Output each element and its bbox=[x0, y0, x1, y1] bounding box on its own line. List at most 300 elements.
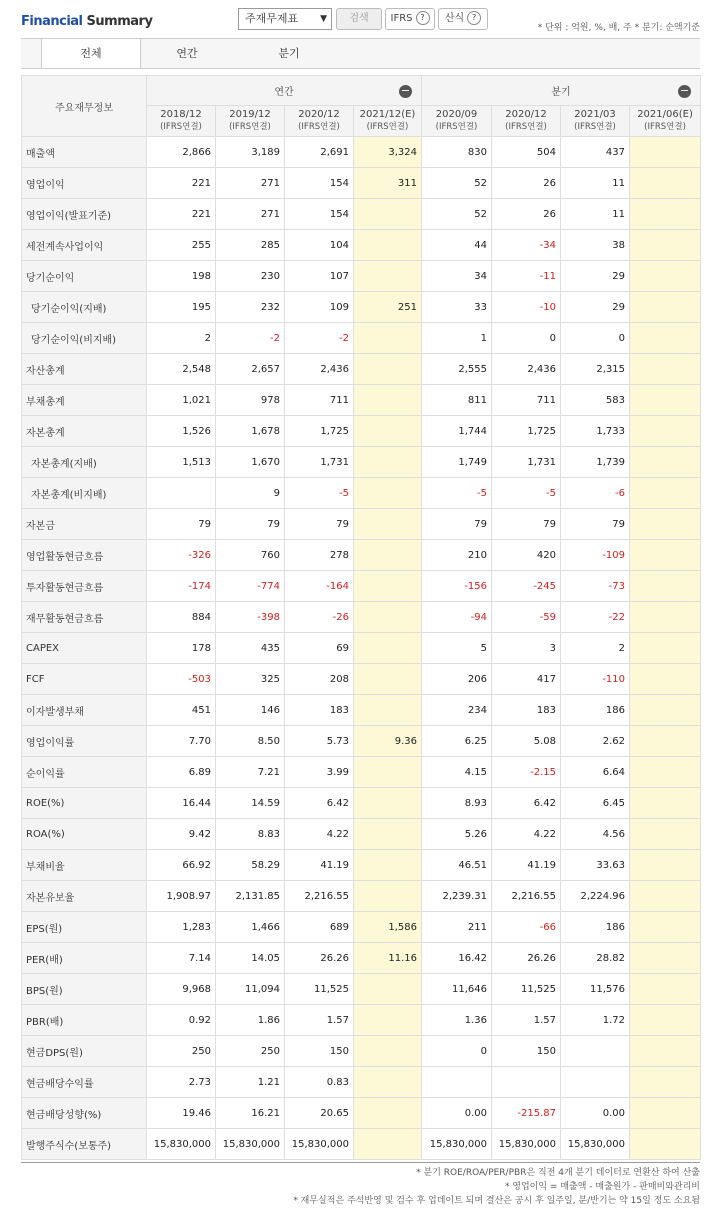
table-cell bbox=[354, 850, 422, 881]
table-cell: 15,830,000 bbox=[216, 1129, 285, 1160]
table-cell: 79 bbox=[422, 509, 492, 540]
table-cell: 0.92 bbox=[147, 1005, 216, 1036]
table-cell: 183 bbox=[492, 695, 561, 726]
table-cell bbox=[630, 633, 701, 664]
table-cell bbox=[354, 323, 422, 354]
table-cell: 11 bbox=[561, 168, 630, 199]
table-cell: 11,576 bbox=[561, 974, 630, 1005]
column-period: 2021/06(E) bbox=[637, 109, 693, 120]
table-cell: 2,216.55 bbox=[285, 881, 354, 912]
table-cell bbox=[354, 1067, 422, 1098]
table-cell: 2,131.85 bbox=[216, 881, 285, 912]
table-cell: 109 bbox=[285, 292, 354, 323]
table-cell: 29 bbox=[561, 261, 630, 292]
table-cell bbox=[630, 385, 701, 416]
column-period: 2020/09 bbox=[435, 109, 478, 120]
table-row bbox=[22, 478, 701, 509]
table-cell: 1,678 bbox=[216, 416, 285, 447]
collapse-quarter-icon[interactable]: − bbox=[679, 84, 690, 97]
table-cell: 711 bbox=[492, 385, 561, 416]
table-cell bbox=[492, 1067, 561, 1098]
table-cell: -11 bbox=[492, 261, 561, 292]
table-cell: 0 bbox=[422, 1036, 492, 1067]
row-label: 영업활동현금흐름 bbox=[22, 540, 147, 571]
table-cell: 251 bbox=[354, 292, 422, 323]
column-header bbox=[354, 106, 422, 137]
table-cell: 1.72 bbox=[561, 1005, 630, 1036]
row-label: 세전계속사업이익 bbox=[22, 230, 147, 261]
column-header bbox=[422, 106, 492, 137]
table-cell: -5 bbox=[492, 478, 561, 509]
row-label: 부채비율 bbox=[22, 850, 147, 881]
table-cell bbox=[354, 881, 422, 912]
row-label: 순이익률 bbox=[22, 757, 147, 788]
table-cell: -110 bbox=[561, 664, 630, 695]
table-cell: 104 bbox=[285, 230, 354, 261]
table-cell: 504 bbox=[492, 137, 561, 168]
table-cell: 7.14 bbox=[147, 943, 216, 974]
table-cell: -109 bbox=[561, 540, 630, 571]
column-basis: (IFRS연결) bbox=[366, 122, 409, 132]
row-label: 자본금 bbox=[22, 509, 147, 540]
table-cell: 1,513 bbox=[147, 447, 216, 478]
table-cell: 9.36 bbox=[354, 726, 422, 757]
table-cell: 52 bbox=[422, 199, 492, 230]
row-label: 발행주식수(보통주) bbox=[22, 1129, 147, 1160]
table-row bbox=[22, 943, 701, 974]
table-cell: 711 bbox=[285, 385, 354, 416]
annual-group-label: 연간 bbox=[274, 87, 294, 98]
table-cell bbox=[630, 757, 701, 788]
table-cell: -156 bbox=[422, 571, 492, 602]
table-cell: 79 bbox=[492, 509, 561, 540]
table-cell: 1 bbox=[422, 323, 492, 354]
ifrs-help-button[interactable] bbox=[385, 8, 435, 30]
tab-annual[interactable]: 연간 bbox=[176, 47, 198, 60]
row-label: EPS(원) bbox=[22, 912, 147, 943]
table-cell: 7.21 bbox=[216, 757, 285, 788]
table-cell: 2,548 bbox=[147, 354, 216, 385]
table-row bbox=[22, 137, 701, 168]
table-cell: 1,908.97 bbox=[147, 881, 216, 912]
table-cell: 178 bbox=[147, 633, 216, 664]
table-cell: 0 bbox=[492, 323, 561, 354]
table-cell bbox=[354, 757, 422, 788]
table-cell: 9 bbox=[216, 478, 285, 509]
table-cell: 6.64 bbox=[561, 757, 630, 788]
table-row bbox=[22, 385, 701, 416]
quarter-group-header bbox=[422, 76, 701, 106]
table-cell: 234 bbox=[422, 695, 492, 726]
table-cell: 255 bbox=[147, 230, 216, 261]
table-row bbox=[22, 726, 701, 757]
table-cell bbox=[630, 912, 701, 943]
table-cell: 4.15 bbox=[422, 757, 492, 788]
table-row bbox=[22, 230, 701, 261]
row-label: 이자발생부채 bbox=[22, 695, 147, 726]
row-label: 자본총계(지배) bbox=[22, 447, 147, 478]
table-cell: -398 bbox=[216, 602, 285, 633]
table-cell: 15,830,000 bbox=[285, 1129, 354, 1160]
table-cell bbox=[354, 385, 422, 416]
table-cell bbox=[630, 509, 701, 540]
table-cell: -5 bbox=[422, 478, 492, 509]
table-cell: -174 bbox=[147, 571, 216, 602]
select-value: 주재무제표 bbox=[245, 12, 299, 25]
table-cell bbox=[561, 1036, 630, 1067]
row-label: 재무활동현금흐름 bbox=[22, 602, 147, 633]
table-cell: 2 bbox=[147, 323, 216, 354]
table-row bbox=[22, 447, 701, 478]
table-cell: 154 bbox=[285, 199, 354, 230]
table-cell bbox=[630, 1036, 701, 1067]
collapse-annual-icon[interactable]: − bbox=[400, 84, 411, 97]
table-cell: 1,283 bbox=[147, 912, 216, 943]
table-cell: 150 bbox=[285, 1036, 354, 1067]
table-cell: 26 bbox=[492, 168, 561, 199]
table-row bbox=[22, 633, 701, 664]
table-cell: 16.42 bbox=[422, 943, 492, 974]
table-row bbox=[22, 974, 701, 1005]
table-cell: 1.21 bbox=[216, 1067, 285, 1098]
table-cell: 1,739 bbox=[561, 447, 630, 478]
formula-label: 산식 bbox=[444, 13, 465, 24]
table-cell: 79 bbox=[561, 509, 630, 540]
table-cell bbox=[630, 416, 701, 447]
table-cell bbox=[354, 788, 422, 819]
table-cell bbox=[354, 974, 422, 1005]
table-cell: 2,436 bbox=[492, 354, 561, 385]
title-summary: Summary bbox=[86, 14, 153, 29]
table-cell: 451 bbox=[147, 695, 216, 726]
table-cell: 2,315 bbox=[561, 354, 630, 385]
row-label: ROE(%) bbox=[22, 788, 147, 819]
column-period: 2021/03 bbox=[574, 109, 616, 120]
table-cell: 107 bbox=[285, 261, 354, 292]
table-cell: -26 bbox=[285, 602, 354, 633]
table-cell: 34 bbox=[422, 261, 492, 292]
table-cell: 1,021 bbox=[147, 385, 216, 416]
table-cell bbox=[630, 602, 701, 633]
column-period: 2019/12 bbox=[229, 109, 271, 120]
table-cell: 150 bbox=[492, 1036, 561, 1067]
table-cell bbox=[630, 726, 701, 757]
table-cell: -22 bbox=[561, 602, 630, 633]
table-cell: 26.26 bbox=[492, 943, 561, 974]
table-cell: 2,866 bbox=[147, 137, 216, 168]
row-label: 투자활동현금흐름 bbox=[22, 571, 147, 602]
table-cell bbox=[354, 695, 422, 726]
unit-note: * 단위 : 억원, %, 배, 주 * 분기: 순액기준 bbox=[537, 23, 700, 33]
row-label: ROA(%) bbox=[22, 819, 147, 850]
table-cell: 3,189 bbox=[216, 137, 285, 168]
corner-header: 주요재무정보 bbox=[22, 76, 147, 137]
table-cell: 1,725 bbox=[492, 416, 561, 447]
table-row bbox=[22, 261, 701, 292]
table-cell: 8.83 bbox=[216, 819, 285, 850]
table-cell bbox=[630, 1067, 701, 1098]
row-label: 영업이익률 bbox=[22, 726, 147, 757]
table-cell: 11 bbox=[561, 199, 630, 230]
table-cell: 15,830,000 bbox=[147, 1129, 216, 1160]
table-cell bbox=[630, 230, 701, 261]
table-cell: 250 bbox=[216, 1036, 285, 1067]
table-cell: 15,830,000 bbox=[492, 1129, 561, 1160]
table-cell: 14.05 bbox=[216, 943, 285, 974]
table-row bbox=[22, 354, 701, 385]
table-cell: 11.16 bbox=[354, 943, 422, 974]
table-cell: -164 bbox=[285, 571, 354, 602]
table-cell bbox=[354, 354, 422, 385]
table-cell: 19.46 bbox=[147, 1098, 216, 1129]
table-cell: 221 bbox=[147, 168, 216, 199]
statement-type-select[interactable] bbox=[238, 8, 332, 30]
table-cell: 20.65 bbox=[285, 1098, 354, 1129]
table-cell: 2,216.55 bbox=[492, 881, 561, 912]
table-cell: 198 bbox=[147, 261, 216, 292]
table-row bbox=[22, 912, 701, 943]
table-cell bbox=[630, 1005, 701, 1036]
table-cell: 278 bbox=[285, 540, 354, 571]
table-cell: 79 bbox=[147, 509, 216, 540]
table-cell: 58.29 bbox=[216, 850, 285, 881]
table-cell: 830 bbox=[422, 137, 492, 168]
table-cell bbox=[354, 230, 422, 261]
table-cell: 1.36 bbox=[422, 1005, 492, 1036]
table-cell bbox=[630, 1098, 701, 1129]
page-title bbox=[21, 14, 152, 29]
column-header bbox=[492, 106, 561, 137]
table-cell: 186 bbox=[561, 695, 630, 726]
table-cell: 271 bbox=[216, 199, 285, 230]
table-cell: -66 bbox=[492, 912, 561, 943]
table-row bbox=[22, 664, 701, 695]
table-cell: 3,324 bbox=[354, 137, 422, 168]
table-cell bbox=[354, 1036, 422, 1067]
table-cell: 9,968 bbox=[147, 974, 216, 1005]
table-cell bbox=[354, 1098, 422, 1129]
table-cell: 46.51 bbox=[422, 850, 492, 881]
table-cell: 5.26 bbox=[422, 819, 492, 850]
table-cell bbox=[630, 199, 701, 230]
table-cell bbox=[630, 943, 701, 974]
table-cell: 11,094 bbox=[216, 974, 285, 1005]
table-row bbox=[22, 509, 701, 540]
table-cell: -326 bbox=[147, 540, 216, 571]
row-label: FCF bbox=[22, 664, 147, 695]
table-cell: 325 bbox=[216, 664, 285, 695]
table-cell: 33.63 bbox=[561, 850, 630, 881]
row-label: 당기순이익 bbox=[22, 261, 147, 292]
table-cell bbox=[630, 881, 701, 912]
table-cell: 210 bbox=[422, 540, 492, 571]
table-cell: 79 bbox=[216, 509, 285, 540]
table-cell: 1,586 bbox=[354, 912, 422, 943]
table-cell: 311 bbox=[354, 168, 422, 199]
table-cell bbox=[422, 1067, 492, 1098]
column-header bbox=[147, 106, 216, 137]
table-row bbox=[22, 323, 701, 354]
table-cell bbox=[630, 168, 701, 199]
table-cell: 435 bbox=[216, 633, 285, 664]
table-cell: 583 bbox=[561, 385, 630, 416]
column-basis: (IFRS연결) bbox=[574, 122, 616, 132]
table-cell: -2 bbox=[216, 323, 285, 354]
table-row bbox=[22, 1036, 701, 1067]
table-cell bbox=[630, 137, 701, 168]
table-cell: -6 bbox=[561, 478, 630, 509]
tab-all[interactable]: 전체 bbox=[41, 39, 141, 68]
table-cell: 760 bbox=[216, 540, 285, 571]
table-cell: 154 bbox=[285, 168, 354, 199]
table-cell: -34 bbox=[492, 230, 561, 261]
table-cell bbox=[354, 478, 422, 509]
table-cell: 41.19 bbox=[285, 850, 354, 881]
table-cell: 11,525 bbox=[285, 974, 354, 1005]
table-cell: -503 bbox=[147, 664, 216, 695]
help-icon: ? bbox=[467, 11, 481, 25]
table-cell: 29 bbox=[561, 292, 630, 323]
table-cell: 4.56 bbox=[561, 819, 630, 850]
column-basis: (IFRS연결) bbox=[229, 122, 271, 132]
table-cell: 2,691 bbox=[285, 137, 354, 168]
table-cell: 417 bbox=[492, 664, 561, 695]
table-cell: 1,731 bbox=[492, 447, 561, 478]
row-label: 현금DPS(원) bbox=[22, 1036, 147, 1067]
table-row bbox=[22, 850, 701, 881]
table-cell: 1.57 bbox=[492, 1005, 561, 1036]
table-cell: 437 bbox=[561, 137, 630, 168]
column-basis: (IFRS연결) bbox=[505, 122, 547, 132]
table-row bbox=[22, 881, 701, 912]
chevron-down-icon: ▼ bbox=[320, 14, 327, 24]
table-cell: 1.57 bbox=[285, 1005, 354, 1036]
table-cell: 52 bbox=[422, 168, 492, 199]
row-label: 매출액 bbox=[22, 137, 147, 168]
table-cell: 6.42 bbox=[492, 788, 561, 819]
table-cell bbox=[354, 571, 422, 602]
column-header bbox=[285, 106, 354, 137]
table-cell: 285 bbox=[216, 230, 285, 261]
table-cell: -2.15 bbox=[492, 757, 561, 788]
table-cell: 1,670 bbox=[216, 447, 285, 478]
table-cell: 1,526 bbox=[147, 416, 216, 447]
table-row bbox=[22, 571, 701, 602]
table-cell: 208 bbox=[285, 664, 354, 695]
table-cell bbox=[630, 323, 701, 354]
table-cell bbox=[630, 571, 701, 602]
table-cell: 41.19 bbox=[492, 850, 561, 881]
table-cell: 44 bbox=[422, 230, 492, 261]
table-cell: -245 bbox=[492, 571, 561, 602]
column-basis: (IFRS연결) bbox=[160, 122, 202, 132]
table-cell bbox=[354, 509, 422, 540]
tab-quarter[interactable]: 분기 bbox=[278, 47, 300, 60]
table-row bbox=[22, 602, 701, 633]
table-cell bbox=[354, 602, 422, 633]
table-cell: 230 bbox=[216, 261, 285, 292]
table-cell: 6.42 bbox=[285, 788, 354, 819]
table-cell bbox=[354, 664, 422, 695]
table-cell: 2.62 bbox=[561, 726, 630, 757]
table-cell: 7.70 bbox=[147, 726, 216, 757]
table-cell bbox=[354, 199, 422, 230]
table-cell bbox=[354, 819, 422, 850]
footnote: * 재무실적은 주석반영 및 검수 후 업데이트 되며 결산은 공시 후 일주일, 분/반기는 약 15일 정도 소요됨 bbox=[293, 1196, 700, 1206]
table-row bbox=[22, 695, 701, 726]
table-row bbox=[22, 1129, 701, 1160]
formula-help-button[interactable] bbox=[438, 8, 488, 30]
table-cell bbox=[354, 1005, 422, 1036]
table-cell bbox=[630, 974, 701, 1005]
column-basis: (IFRS연결) bbox=[298, 122, 340, 132]
table-cell bbox=[630, 819, 701, 850]
table-cell: 2,436 bbox=[285, 354, 354, 385]
table-cell bbox=[630, 354, 701, 385]
table-cell bbox=[630, 788, 701, 819]
table-cell: 1,749 bbox=[422, 447, 492, 478]
table-cell: 0.83 bbox=[285, 1067, 354, 1098]
table-cell: 26 bbox=[492, 199, 561, 230]
quarter-group-label: 분기 bbox=[551, 87, 571, 98]
table-row bbox=[22, 199, 701, 230]
column-basis: (IFRS연결) bbox=[435, 122, 478, 132]
table-cell: 0.00 bbox=[422, 1098, 492, 1129]
row-label: PER(배) bbox=[22, 943, 147, 974]
table-cell: 14.59 bbox=[216, 788, 285, 819]
column-header bbox=[561, 106, 630, 137]
table-cell: 8.50 bbox=[216, 726, 285, 757]
table-cell: -215.87 bbox=[492, 1098, 561, 1129]
column-basis: (IFRS연결) bbox=[644, 122, 686, 132]
ifrs-label: IFRS bbox=[390, 13, 413, 24]
column-period: 2020/12 bbox=[298, 109, 340, 120]
table-cell: 221 bbox=[147, 199, 216, 230]
table-row bbox=[22, 1005, 701, 1036]
table-cell: 2,555 bbox=[422, 354, 492, 385]
table-cell: -94 bbox=[422, 602, 492, 633]
table-cell: 26.26 bbox=[285, 943, 354, 974]
table-cell: 79 bbox=[285, 509, 354, 540]
table-row bbox=[22, 168, 701, 199]
period-tabs bbox=[21, 38, 700, 69]
table-row bbox=[22, 788, 701, 819]
table-cell bbox=[354, 416, 422, 447]
row-label: 자산총계 bbox=[22, 354, 147, 385]
table-row bbox=[22, 1067, 701, 1098]
footnote: * 영업이익 = 매출액 - 매출원가 - 판매비와관리비 bbox=[504, 1182, 700, 1192]
search-button[interactable]: 검색 bbox=[336, 8, 382, 30]
table-cell: 420 bbox=[492, 540, 561, 571]
table-cell: 232 bbox=[216, 292, 285, 323]
column-period: 2018/12 bbox=[160, 109, 202, 120]
table-cell: 1,733 bbox=[561, 416, 630, 447]
table-cell: 1,466 bbox=[216, 912, 285, 943]
row-label: 영업이익 bbox=[22, 168, 147, 199]
table-cell: 183 bbox=[285, 695, 354, 726]
table-cell bbox=[147, 478, 216, 509]
footnotes bbox=[293, 1166, 700, 1208]
table-cell: 0.00 bbox=[561, 1098, 630, 1129]
table-cell: -5 bbox=[285, 478, 354, 509]
table-cell: -73 bbox=[561, 571, 630, 602]
table-cell: 38 bbox=[561, 230, 630, 261]
table-cell: 5.08 bbox=[492, 726, 561, 757]
table-cell: 11,646 bbox=[422, 974, 492, 1005]
table-cell: 16.44 bbox=[147, 788, 216, 819]
row-label: 당기순이익(지배) bbox=[22, 292, 147, 323]
table-cell: 211 bbox=[422, 912, 492, 943]
